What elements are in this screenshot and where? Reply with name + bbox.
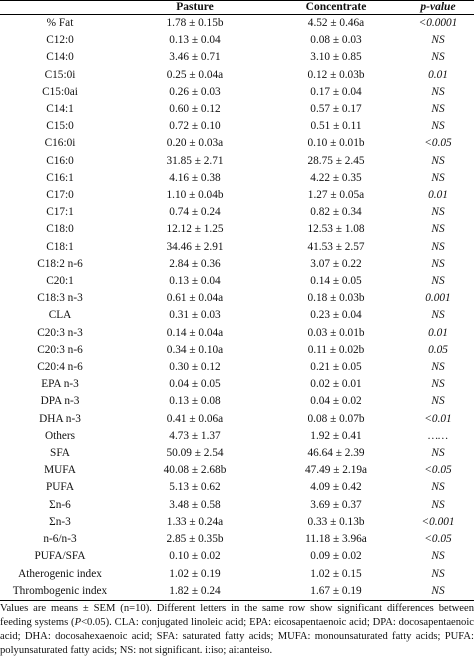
cell-concentrate: 4.09 ± 0.42 — [310, 481, 362, 494]
cell-p-value: NS — [431, 257, 445, 270]
cell-pasture: 34.46 ± 2.91 — [166, 240, 224, 253]
cell-p-value: NS — [431, 206, 445, 219]
cell-p-value: NS — [431, 223, 445, 236]
cell-p-value: NS — [431, 361, 445, 374]
header-pasture: Pasture — [120, 1, 270, 15]
cell-variable: C12:0 — [46, 34, 74, 47]
header-variable — [0, 1, 120, 15]
cell-pasture: 1.82 ± 0.24 — [120, 583, 270, 601]
cell-p-value: NS — [431, 120, 445, 133]
cell-p-value: <0.05 — [424, 464, 452, 477]
cell-variable: SFA — [50, 447, 70, 460]
cell-p-value: 0.01 — [428, 189, 448, 202]
cell-variable: C17:0 — [46, 189, 74, 202]
cell-pasture: 0.14 ± 0.04a — [166, 326, 224, 339]
cell-p-value: <0.05 — [424, 533, 452, 546]
cell-concentrate: 3.69 ± 0.37 — [310, 498, 362, 511]
cell-variable: C15:0ai — [42, 85, 78, 98]
cell-variable: Thrombogenic index — [0, 583, 120, 601]
table-row — [0, 307, 474, 324]
cell-variable: C14:0 — [46, 51, 74, 64]
cell-concentrate: 1.92 ± 0.41 — [310, 429, 362, 442]
cell-pasture: 0.26 ± 0.03 — [169, 85, 221, 98]
cell-concentrate: 46.64 ± 2.39 — [307, 447, 365, 460]
table-row — [0, 15, 474, 33]
cell-variable: C20:4 n-6 — [37, 361, 83, 374]
cell-concentrate: 0.04 ± 0.02 — [310, 395, 362, 408]
cell-p-value: NS — [431, 51, 445, 64]
table-row — [0, 514, 474, 531]
table-row — [0, 479, 474, 496]
cell-concentrate: 0.12 ± 0.03b — [307, 68, 365, 81]
cell-concentrate: 0.08 ± 0.07b — [307, 412, 365, 425]
cell-p-value: NS — [431, 85, 445, 98]
cell-pasture: 0.13 ± 0.04 — [169, 34, 221, 47]
cell-p-value: <0.01 — [424, 412, 452, 425]
cell-concentrate: 11.18 ± 3.96a — [305, 533, 367, 546]
footnote-text-2: <0.05). CLA: conjugated linoleic acid; EPA: eicosapentaenoic acid; DPA: docosapentaenoic acid; DHA: docosahexaenoic acid; SFA: saturated fatty acids; MUFA: monounsaturated fatty acids; PUFA: polyunsaturated fatty acids; NS: not significant. i:iso; ai:anteiso. — [0, 616, 474, 656]
cell-variable: C20:3 n-6 — [37, 343, 83, 356]
cell-pasture: 1.78 ± 0.15b — [166, 17, 224, 29]
cell-p-value: NS — [431, 103, 445, 116]
cell-variable: % Fat — [46, 17, 74, 29]
cell-p-value: NS — [431, 481, 445, 494]
cell-variable: Σn-3 — [49, 515, 71, 528]
table-row — [0, 583, 474, 601]
cell-pasture: 1.02 ± 0.19 — [169, 567, 221, 580]
table-row — [0, 445, 474, 462]
cell-concentrate: 1.67 ± 0.19 — [270, 583, 402, 601]
table-row — [0, 187, 474, 204]
cell-pasture: 0.72 ± 0.10 — [169, 120, 221, 133]
cell-pasture: 3.48 ± 0.58 — [169, 498, 221, 511]
cell-p-value: NS — [431, 275, 445, 288]
table-row — [0, 101, 474, 118]
cell-p-value: NS — [431, 550, 445, 563]
cell-concentrate: 0.57 ± 0.17 — [310, 103, 362, 116]
cell-p-value: 0.05 — [428, 343, 448, 356]
cell-p-value: NS — [402, 583, 474, 601]
cell-p-value: NS — [431, 498, 445, 511]
cell-variable: C14:1 — [46, 103, 74, 116]
cell-p-value: NS — [431, 171, 445, 184]
cell-p-value: 0.01 — [428, 68, 448, 81]
table-row — [0, 548, 474, 565]
table-body — [0, 15, 474, 601]
cell-variable: CLA — [48, 309, 72, 322]
cell-concentrate: 0.02 ± 0.01 — [310, 378, 362, 391]
cell-concentrate: 0.21 ± 0.05 — [310, 361, 362, 374]
cell-pasture: 4.73 ± 1.37 — [169, 429, 221, 442]
cell-p-value: NS — [431, 154, 445, 167]
cell-concentrate: 0.18 ± 0.03b — [307, 292, 365, 305]
cell-p-value: NS — [431, 378, 445, 391]
table-footnote — [0, 601, 474, 658]
cell-p-value: <0.05 — [424, 137, 452, 150]
cell-pasture: 0.30 ± 0.12 — [169, 361, 221, 374]
table-row — [0, 221, 474, 238]
cell-pasture: 0.31 ± 0.03 — [169, 309, 221, 322]
cell-p-value: NS — [431, 447, 445, 460]
cell-variable: C20:1 — [46, 275, 74, 288]
cell-concentrate: 1.27 ± 0.05a — [307, 189, 365, 202]
cell-concentrate: 0.14 ± 0.05 — [310, 275, 362, 288]
header-concentrate: Concentrate — [270, 1, 402, 15]
table-row — [0, 359, 474, 376]
cell-concentrate: 0.08 ± 0.03 — [310, 34, 362, 47]
table-row — [0, 325, 474, 342]
table-row — [0, 118, 474, 135]
cell-pasture: 12.12 ± 1.25 — [166, 223, 224, 236]
cell-concentrate: 0.09 ± 0.02 — [310, 550, 362, 563]
cell-concentrate: 0.17 ± 0.04 — [310, 85, 362, 98]
cell-concentrate: 0.03 ± 0.01b — [307, 326, 365, 339]
cell-concentrate: 4.22 ± 0.35 — [310, 171, 362, 184]
table-row — [0, 393, 474, 410]
cell-p-value: NS — [431, 240, 445, 253]
cell-p-value: <0.001 — [421, 515, 455, 528]
cell-variable: C17:1 — [46, 206, 74, 219]
cell-pasture: 0.25 ± 0.04a — [166, 68, 224, 81]
footnote-text-1: Values are means ± SEM (n=10). Different letters in the same row show significant differences between feeding systems ( — [0, 602, 474, 628]
cell-p-value: NS — [431, 567, 445, 580]
cell-pasture: 3.46 ± 0.71 — [169, 51, 221, 64]
cell-variable: n-6/n-3 — [43, 533, 77, 546]
table-row — [0, 204, 474, 221]
cell-concentrate: 4.52 ± 0.46a — [307, 17, 365, 29]
cell-variable: Atherogenic index — [18, 567, 102, 580]
table-row — [0, 273, 474, 290]
cell-pasture: 2.85 ± 0.35b — [166, 533, 224, 546]
cell-p-value: <0.0001 — [418, 17, 458, 29]
cell-pasture: 0.61 ± 0.04a — [166, 292, 224, 305]
cell-pasture: 50.09 ± 2.54 — [166, 447, 224, 460]
table-row — [0, 153, 474, 170]
cell-concentrate: 47.49 ± 2.19a — [304, 464, 368, 477]
cell-pasture: 5.13 ± 0.62 — [169, 481, 221, 494]
table-row — [0, 170, 474, 187]
cell-variable: PUFA/SFA — [34, 550, 86, 563]
cell-variable: C20:3 n-3 — [37, 326, 83, 339]
cell-p-value: …… — [427, 429, 449, 442]
cell-pasture: 2.84 ± 0.36 — [169, 257, 221, 270]
cell-variable: DHA n-3 — [39, 412, 81, 425]
cell-p-value: 0.001 — [425, 292, 451, 305]
cell-variable: C15:0i — [44, 68, 76, 81]
table-row — [0, 462, 474, 479]
cell-concentrate: 1.02 ± 0.15 — [310, 567, 362, 580]
cell-pasture: 0.10 ± 0.02 — [169, 550, 221, 563]
table-row — [0, 566, 474, 583]
cell-concentrate: 28.75 ± 2.45 — [307, 154, 365, 167]
cell-variable: C18:0 — [46, 223, 74, 236]
table-row — [0, 290, 474, 307]
table-row — [0, 84, 474, 101]
cell-pasture: 0.60 ± 0.12 — [169, 103, 221, 116]
cell-variable: Σn-6 — [49, 498, 71, 511]
table-row — [0, 342, 474, 359]
cell-concentrate: 41.53 ± 2.57 — [307, 240, 365, 253]
cell-p-value: NS — [431, 395, 445, 408]
table-header-row — [0, 1, 474, 15]
cell-variable: DPA n-3 — [40, 395, 80, 408]
cell-concentrate: 3.07 ± 0.22 — [310, 257, 362, 270]
cell-pasture: 4.16 ± 0.38 — [169, 171, 221, 184]
cell-p-value: NS — [431, 34, 445, 47]
cell-concentrate: 0.51 ± 0.11 — [310, 120, 362, 133]
table-row — [0, 428, 474, 445]
table-row — [0, 49, 474, 66]
cell-concentrate: 0.33 ± 0.13b — [307, 515, 365, 528]
cell-concentrate: 12.53 ± 1.08 — [307, 223, 365, 236]
cell-pasture: 0.20 ± 0.03a — [166, 137, 224, 150]
cell-variable: PUFA — [45, 481, 75, 494]
cell-concentrate: 0.11 ± 0.02b — [307, 343, 365, 356]
cell-pasture: 31.85 ± 2.71 — [166, 154, 224, 167]
cell-pasture: 1.10 ± 0.04b — [166, 189, 224, 202]
table-row — [0, 376, 474, 393]
cell-variable: C18:2 n-6 — [37, 257, 83, 270]
cell-pasture: 0.34 ± 0.10a — [166, 343, 224, 356]
cell-variable: C16:1 — [46, 171, 74, 184]
cell-concentrate: 0.23 ± 0.04 — [310, 309, 362, 322]
cell-concentrate: 0.82 ± 0.34 — [310, 206, 362, 219]
cell-variable: C16:0 — [46, 154, 74, 167]
table-row — [0, 497, 474, 514]
header-p-value: p-value — [402, 1, 474, 15]
cell-variable: C16:0i — [44, 137, 76, 150]
cell-p-value: NS — [431, 309, 445, 322]
cell-pasture: 40.08 ± 2.68b — [163, 464, 227, 477]
cell-pasture: 0.13 ± 0.04 — [169, 275, 221, 288]
cell-pasture: 0.13 ± 0.08 — [169, 395, 221, 408]
cell-pasture: 1.33 ± 0.24a — [166, 515, 224, 528]
cell-p-value: 0.01 — [428, 326, 448, 339]
footnote-p-symbol: P — [74, 616, 82, 628]
cell-variable: C15:0 — [46, 120, 74, 133]
cell-pasture: 0.04 ± 0.05 — [169, 378, 221, 391]
cell-variable: Others — [44, 429, 76, 442]
table-row — [0, 256, 474, 273]
cell-pasture: 0.74 ± 0.24 — [169, 206, 221, 219]
table-row — [0, 239, 474, 256]
table-row — [0, 67, 474, 84]
table-row — [0, 531, 474, 548]
table-row — [0, 135, 474, 152]
cell-concentrate: 3.10 ± 0.85 — [310, 51, 362, 64]
cell-variable: MUFA — [44, 464, 76, 477]
cell-concentrate: 0.10 ± 0.01b — [307, 137, 365, 150]
table-row — [0, 411, 474, 428]
cell-variable: C18:3 n-3 — [37, 292, 83, 305]
cell-pasture: 0.41 ± 0.06a — [166, 412, 224, 425]
cell-variable: EPA n-3 — [41, 378, 79, 391]
table-row — [0, 32, 474, 49]
cell-variable: C18:1 — [46, 240, 74, 253]
